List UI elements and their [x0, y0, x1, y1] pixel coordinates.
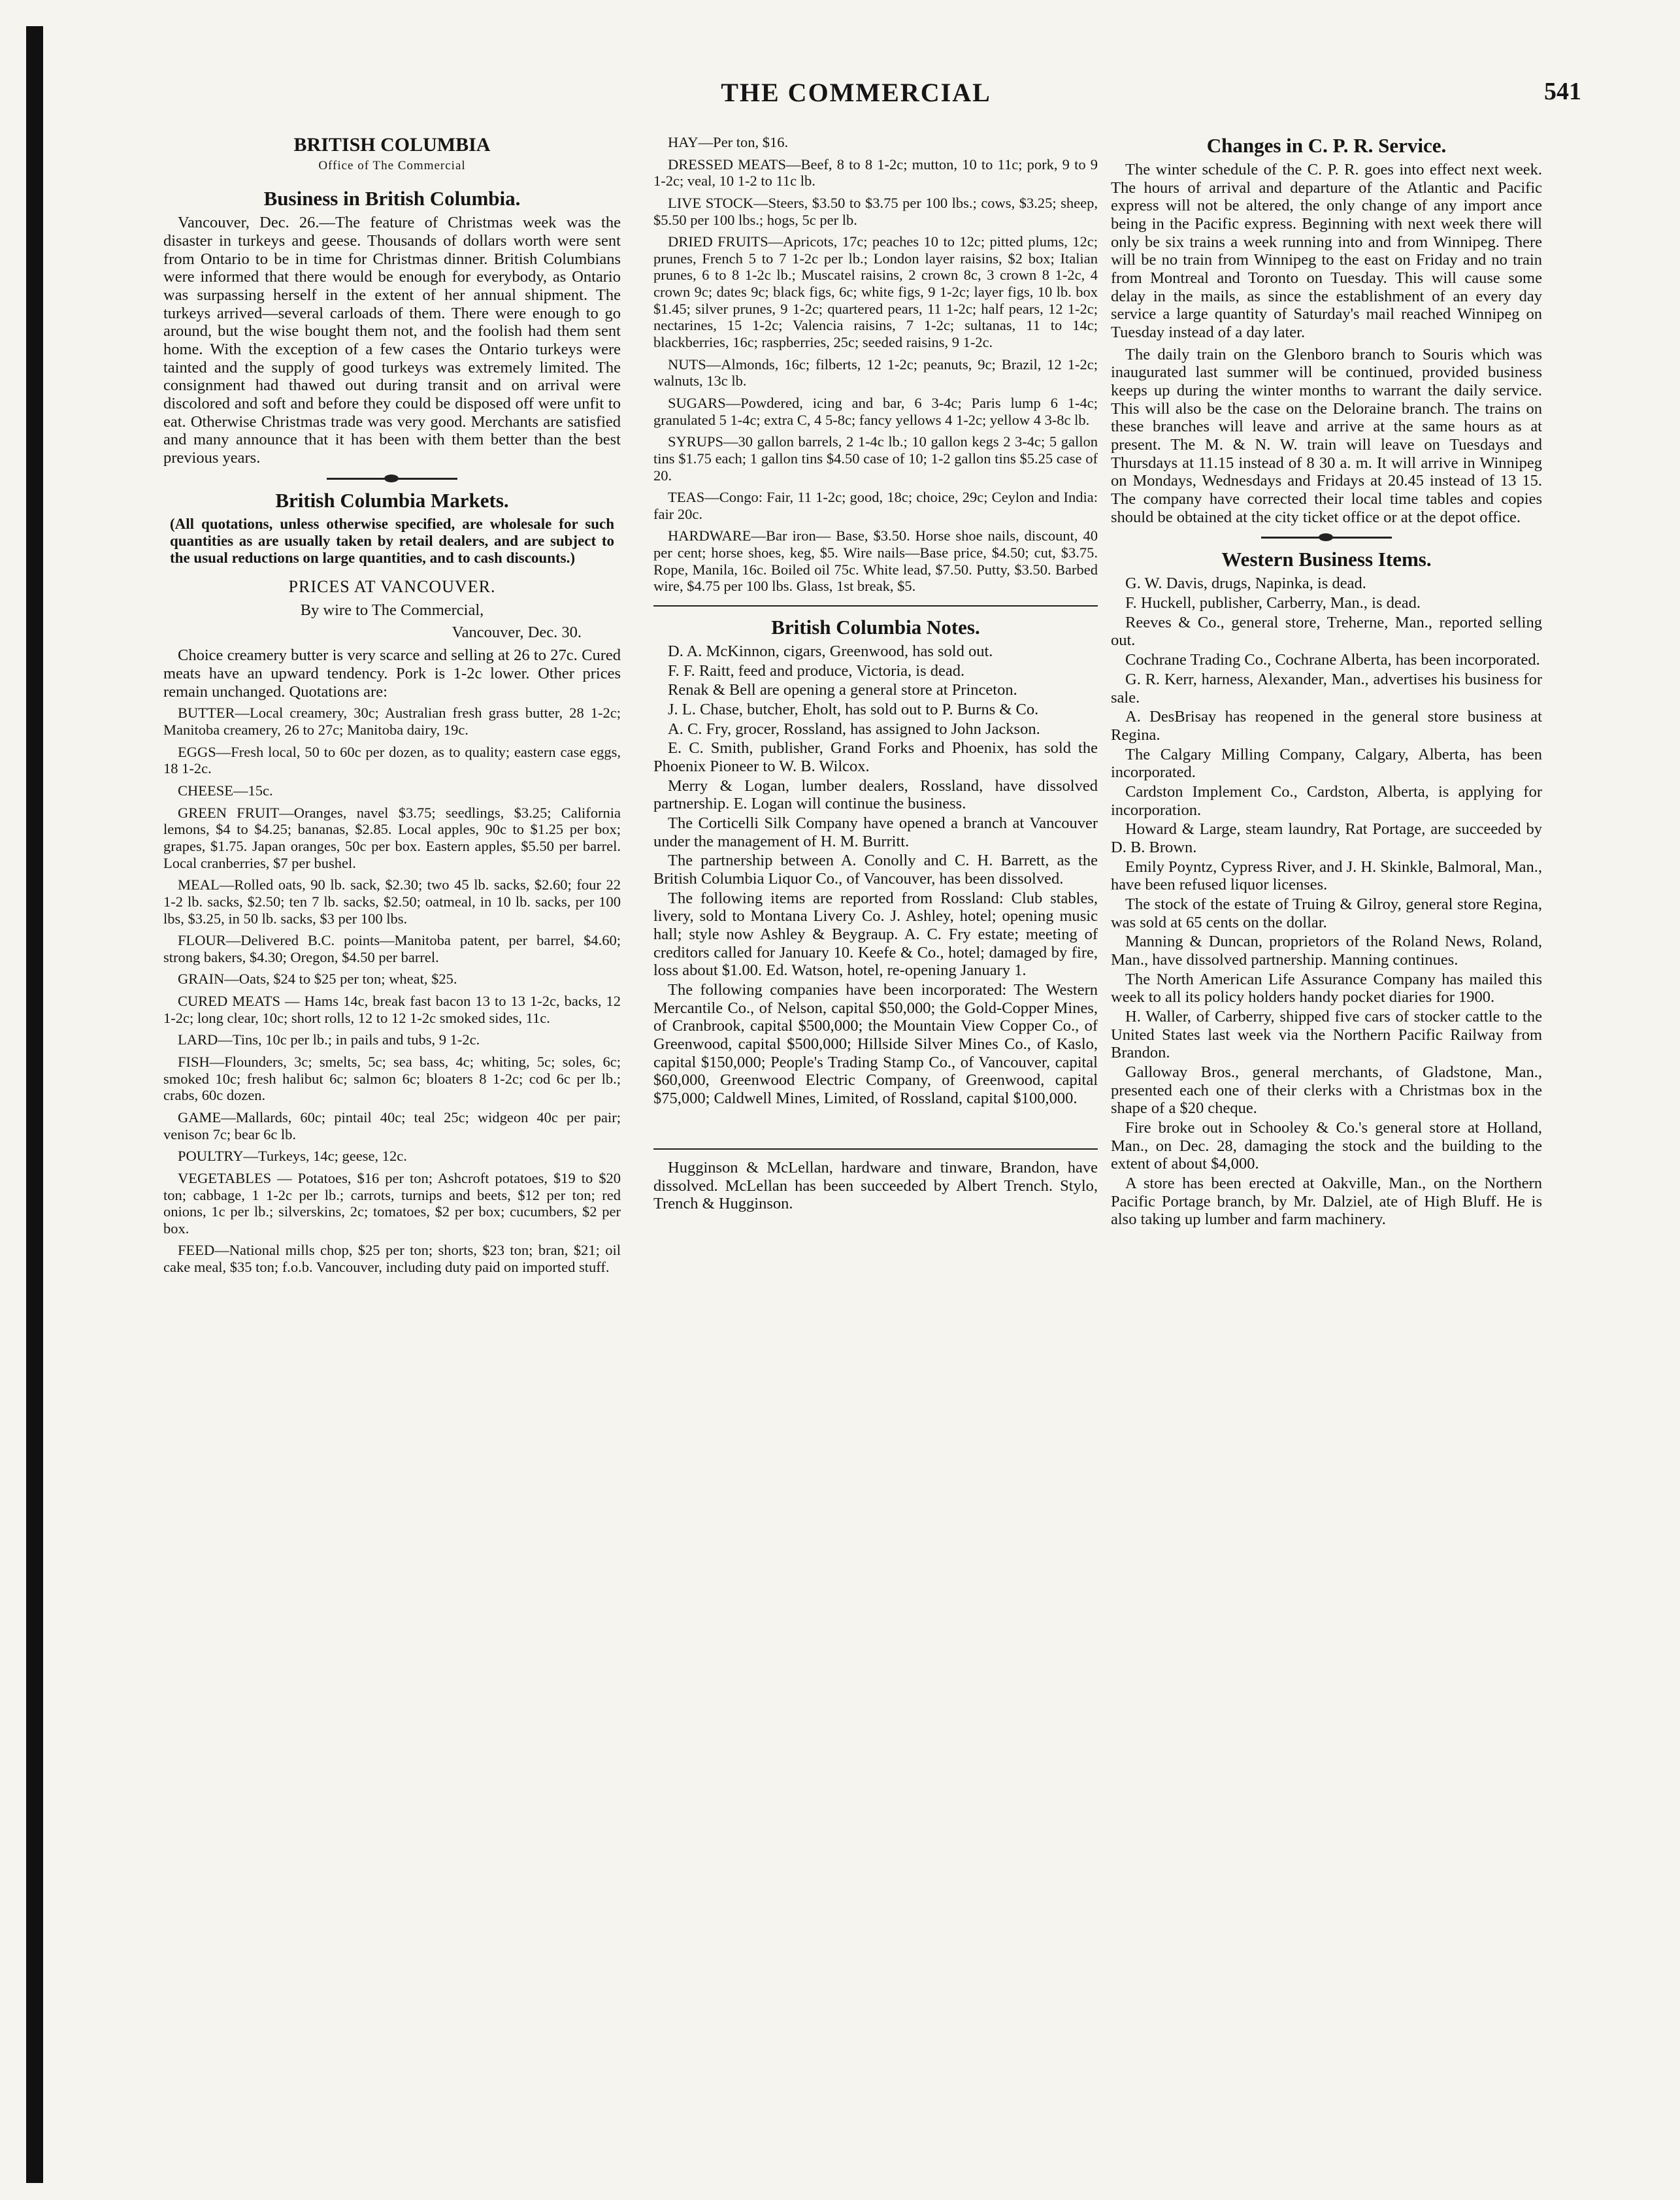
western-heading: Western Business Items. [1221, 548, 1432, 571]
western-item: H. Waller, of Carberry, shipped five cars of stocker cattle to the United States last week via the Northern Pacific Railway from Brandon. [1111, 1007, 1542, 1062]
column-right [1111, 134, 1542, 1230]
ornamental-rule [1261, 537, 1392, 539]
ornamental-rule [327, 478, 457, 480]
note-item: The following items are reported from Rossland: Club stables, livery, sold to Montana Livery Co. J. Ashley, hotel; opening music hall; style now Ashley & Beygraup. A. C. Fry estate; meeting of creditors called for January 10. Keefe & Co., hotel; damaged by fire, loss about $1.00. Ed. Watson, hotel, re-opening January 1. [653, 889, 1098, 980]
western-item: A. DesBrisay has reopened in the general store business at Regina. [1111, 708, 1542, 744]
note-item: Merry & Logan, lumber dealers, Rossland, have dissolved partnership. E. Logan will continue the business. [653, 776, 1098, 813]
western-item: Howard & Large, steam laundry, Rat Portage, are succeeded by D. B. Brown. [1111, 820, 1542, 856]
dateline: Vancouver, Dec. 30. [452, 623, 582, 641]
business-heading: Business in British Columbia. [263, 187, 521, 210]
quote-item: SYRUPS—30 gallon barrels, 2 1-4c lb.; 10 gallon kegs 2 3-4c; 5 gallon tins $1.75 each; 1 gallon tins $4.50 case of 10; 1-2 gallon tins $5.25 case of 20. [653, 433, 1098, 484]
western-item: Cochrane Trading Co., Cochrane Alberta, has been incorporated. [1125, 651, 1540, 669]
business-article: Vancouver, Dec. 26.—The feature of Christmas week was the disaster in turkeys and geese. Thousands of dollars worth were sent from Ontario to be in time for Christmas dinner. British Columbians were informed that there would be enough for everybody, as Ontario was surpassing herself in the extent of her annual shipment. The turkeys arrived—several carloads of them. There were enough to go around, but the wise bought them not, and the foolish had them sent home. With the exception of a few cases the Ontario turkeys were tainted and the supply of good turkeys was extremely limited. The consignment had thawed out during transit and on arrival were discolored and soft and before they could be disposed off were unfit to eat. Otherwise Christmas trade was very good. Merchants are satisfied and many announce that it has been with them better than the best previous years. [163, 214, 621, 467]
prices-heading: PRICES AT VANCOUVER. [288, 576, 496, 596]
note-item: The Corticelli Silk Company have opened a branch at Vancouver under the management of H. M. Burritt. [653, 814, 1098, 850]
western-item: Emily Poyntz, Cypress River, and J. H. Skinkle, Balmoral, Man., have been refused liquor licenses. [1111, 858, 1543, 894]
quote-item: CHEESE—15c. [178, 782, 273, 799]
notes-heading: British Columbia Notes. [771, 616, 980, 639]
section-subtitle: Office of The Commercial [318, 158, 466, 173]
quote-item: GAME—Mallards, 60c; pintail 40c; teal 25c; widgeon 40c per pair; venison 7c; bear 6c lb. [163, 1108, 621, 1142]
quote-item: DRESSED MEATS—Beef, 8 to 8 1-2c; mutton, 10 to 11c; pork, 9 to 9 1-2c; veal, 10 1-2 to 11c lb. [653, 156, 1098, 190]
prices-intro: Choice creamery butter is very scarce and selling at 26 to 27c. Cured meats have an upward tendency. Pork is 1-2c lower. Other prices remain unchanged. Quotations are: [163, 646, 621, 701]
note-item: Renak & Bell are opening a general store at Princeton. [668, 681, 1017, 699]
western-item: G. R. Kerr, harness, Alexander, Man., advertises his business for sale. [1111, 670, 1542, 707]
publication-title: THE COMMERCIAL [721, 78, 991, 107]
note-item: The partnership between A. Conolly and C. H. Barrett, as the British Columbia Liquor Co., of Vancouver, has been dissolved. [653, 852, 1098, 888]
quote-item: HARDWARE—Bar iron— Base, $3.50. Horse shoe nails, discount, 40 per cent; horse shoes, keg, $5. Wire nails—Base price, $4.50; cut, $3.75. Rope, Manila, 16c. Boiled oil 75c. White lead, $7.50. Putty, $3.50. Barbed wire, $4.75 per 100 lbs. Glass, 1st break, $5. [653, 527, 1098, 595]
quote-item: NUTS—Almonds, 16c; filberts, 12 1-2c; peanuts, 9c; Brazil, 12 1-2c; walnuts, 13c lb. [653, 356, 1098, 390]
western-item: Fire broke out in Schooley & Co.'s general store at Holland, Man., on Dec. 28, damaging the stock and the building to the extent of about $4,000. [1111, 1118, 1542, 1173]
column-middle [653, 134, 1098, 1217]
quote-item: TEAS—Congo: Fair, 11 1-2c; good, 18c; choice, 29c; Ceylon and India: fair 20c. [653, 489, 1098, 522]
quote-item: CURED MEATS — Hams 14c, break fast bacon 13 to 13 1-2c, backs, 12 1-2c; long clear, 10c; short rolls, 12 to 12 1-2c smoked sides, 11c. [163, 993, 621, 1026]
note-item: E. C. Smith, publisher, Grand Forks and Phoenix, has sold the Phoenix Pioneer to W. B. Wilcox. [653, 739, 1098, 776]
quote-item: DRIED FRUITS—Apricots, 17c; peaches 10 to 12c; pitted plums, 12c; prunes, French 5 to 7 1-2c per lb.; London layer raisins, $2 box; Italian prunes, 6 to 8 1-2c lb.; Muscatel raisins, 2 crown 8c, 3 crown 8 1-2c, 4 crown 9c; dates 9c; black figs, 6c; white figs, 9 1-2c; layer figs, 10 lb. box $1.45; silver prunes, 9 1-2c; quartered pears, 11 1-2c; half pears, 12 1-2c; nectarines, 15 1-2c; Valencia raisins, 7 1-2c; sultanas, 11 to 14c; blackberries, 16c; raspberries, 25c; seeded raisins, 9 1-2c. [653, 233, 1098, 351]
quote-item: BUTTER—Local creamery, 30c; Australian fresh grass butter, 28 1-2c; Manitoba creamery, 26 to 27c; Manitoba dairy, 19c. [163, 705, 621, 739]
western-item: The Calgary Milling Company, Calgary, Alberta, has been incorporated. [1111, 745, 1542, 782]
note-item: The following companies have been incorporated: The Western Mercantile Co., of Nelson, capital $50,000; the Gold-Copper Mines, of Cranbrook, capital $500,000; the Mountain View Copper Co., of Greenwood, capital $500,000; Hillside Silver Mines Co., of Kaslo, capital $150,000; People's Trading Stamp Co., of Vancouver, capital $60,000, Greenwood Electric Company, of Greenwood, capital $75,000; Caldwell Mines, Limited, of Rossland, capital $100,000. [653, 981, 1098, 1108]
quote-item: SUGARS—Powdered, icing and bar, 6 3-4c; Paris lump 6 1-4c; granulated 5 1-4c; extra C, 4 5-8c; fancy yellows 4 1-2c; yellow 4 3-8c lb. [653, 394, 1098, 428]
quote-item: MEAL—Rolled oats, 90 lb. sack, $2.30; two 45 lb. sacks, $2.60; four 22 1-2 lb. sacks, $2.50; ten 7 lb. sacks, $2.50; oatmeal, in 10 lb. sacks, per 100 lbs, $3.25, in 50 lb. sacks, $3 per 100 lbs. [163, 876, 621, 927]
western-item: Manning & Duncan, proprietors of the Roland News, Roland, Man., have dissolved partnership. Manning continues. [1111, 933, 1542, 969]
western-item: Reeves & Co., general store, Treherne, Man., reported selling out. [1111, 613, 1542, 650]
quote-item: FEED—National mills chop, $25 per ton; shorts, $23 ton; bran, $21; oil cake meal, $35 ton; f.o.b. Vancouver, including duty paid on imported stuff. [163, 1242, 621, 1276]
note-item: D. A. McKinnon, cigars, Greenwood, has sold out. [668, 642, 993, 661]
column-rule [653, 1148, 1098, 1150]
quote-item: FISH—Flounders, 3c; smelts, 5c; sea bass, 4c; whiting, 5c; soles, 6c; smoked 10c; fresh halibut 6c; salmon 6c; bloaters 8 1-2c; cod 6c per lb.; crabs, 60c dozen. [163, 1054, 621, 1104]
quote-item: HAY—Per ton, $16. [668, 134, 789, 150]
cpr-paragraph: The winter schedule of the C. P. R. goes into effect next week. The hours of arrival and departure of the Atlantic and Pacific express will not be altered, the only change of any import ance being in the Pacific express. Beginning with next week there will only be six trains a week running into and from Winnipeg. There will be no train from Winnipeg to the east on Friday and no train from Montreal and Toronto on Tuesday. This will cause some delay in the mails, as since the establishment of an every day service a large quantity of Saturday's mail reached Winnipeg on Tuesday instead of a day later. [1111, 161, 1542, 342]
quote-item: GRAIN—Oats, $24 to $25 per ton; wheat, $25. [178, 971, 457, 988]
quote-item: GREEN FRUIT—Oranges, navel $3.75; seedlings, $3.25; California lemons, $4 to $4.25; bananas, $2.85. Local apples, 90c to $1.25 per box; grapes, $1.75. Japan oranges, 50c per box. Eastern apples, $5.50 per barrel. Local cranberries, $7 per bushel. [163, 804, 621, 871]
western-item: F. Huckell, publisher, Carberry, Man., is dead. [1125, 594, 1421, 612]
page-number: 541 [1544, 78, 1581, 105]
western-item: The North American Life Assurance Company has mailed this week to all its policy holders handy pocket diaries for 1900. [1111, 970, 1542, 1007]
western-item: Cardston Implement Co., Cardston, Alberta, is applying for incorporation. [1111, 782, 1542, 819]
cpr-heading: Changes in C. P. R. Service. [1206, 134, 1447, 157]
western-item: Galloway Bros., general merchants, of Gladstone, Man., presented each one of their clerks with a Christmas box in the shape of a $20 cheque. [1111, 1063, 1542, 1118]
quote-item: LIVE STOCK—Steers, $3.50 to $3.75 per 100 lbs.; cows, $3.25; sheep, $5.50 per 100 lbs.; hogs, 5c per lb. [653, 194, 1098, 228]
western-item: A store has been erected at Oakville, Man., on the Northern Pacific Portage branch, by Mr. Dalziel, ate of High Bluff. He is also taking up lumber and farm machinery. [1111, 1174, 1542, 1229]
running-head [78, 77, 1634, 116]
western-item: G. W. Davis, drugs, Napinka, is dead. [1125, 575, 1366, 593]
note-item: J. L. Chase, butcher, Eholt, has sold out to P. Burns & Co. [668, 701, 1039, 719]
wire-line: By wire to The Commercial, [300, 601, 484, 620]
quote-item: POULTRY—Turkeys, 14c; geese, 12c. [178, 1148, 407, 1165]
markets-heading: British Columbia Markets. [275, 488, 509, 512]
closing-item: Hugginson & McLellan, hardware and tinware, Brandon, have dissolved. McLellan has been succeeded by Albert Trench. Stylo, Trench & Hugginson. [653, 1158, 1098, 1213]
column-left [163, 134, 621, 1281]
cpr-paragraph: The daily train on the Glenboro branch to Souris which was inaugurated last summer will be continued, provided business keeps up during the winter months to warrant the daily service. This will also be the case on the Deloraine branch. The trains on these branches will leave and arrive at the same hours as at present. The M. & N. W. train will leave on Tuesdays and Thursdays at 11.15 instead of 8 30 a. m. It will arrive in Winnipeg on Mondays, Wednesdays and Fridays at 20.45 instead of 13 15. The company have corrected their local time tables and copies should be obtained at the city ticket office or at the depot office. [1111, 345, 1542, 526]
quote-item: LARD—Tins, 10c per lb.; in pails and tubs, 9 1-2c. [178, 1031, 480, 1048]
page-binding-edge [26, 26, 43, 2183]
quote-item: FLOUR—Delivered B.C. points—Manitoba patent, per barrel, $4.60; strong bakers, $4.30; Oregon, $4.50 per barrel. [163, 932, 621, 965]
note-item: F. F. Raitt, feed and produce, Victoria, is dead. [668, 661, 965, 680]
column-gap [653, 1109, 1098, 1138]
quote-item: VEGETABLES — Potatoes, $16 per ton; Ashcroft potatoes, $19 to $20 ton; cabbage, 1 1-2c per lb.; carrots, turnips and beets, $12 per ton; red onions, 1c per lb.; silverskins, 2c; tomatoes, $2 per box; cucumbers, $2 per box. [163, 1169, 621, 1237]
markets-note: (All quotations, unless otherwise specified, are wholesale for such quantities as are usually taken by retail dealers, and are subject to the usual reductions on large quantities, and to cash discounts.) [170, 515, 614, 566]
western-item: The stock of the estate of Truing & Gilroy, general store Regina, was sold at 65 cents on the dollar. [1111, 895, 1542, 931]
section-title: BRITISH COLUMBIA [293, 134, 491, 156]
note-item: A. C. Fry, grocer, Rossland, has assigned to John Jackson. [668, 720, 1040, 738]
column-rule [653, 605, 1098, 607]
quote-item: EGGS—Fresh local, 50 to 60c per dozen, as to quality; eastern case eggs, 18 1-2c. [163, 743, 621, 777]
